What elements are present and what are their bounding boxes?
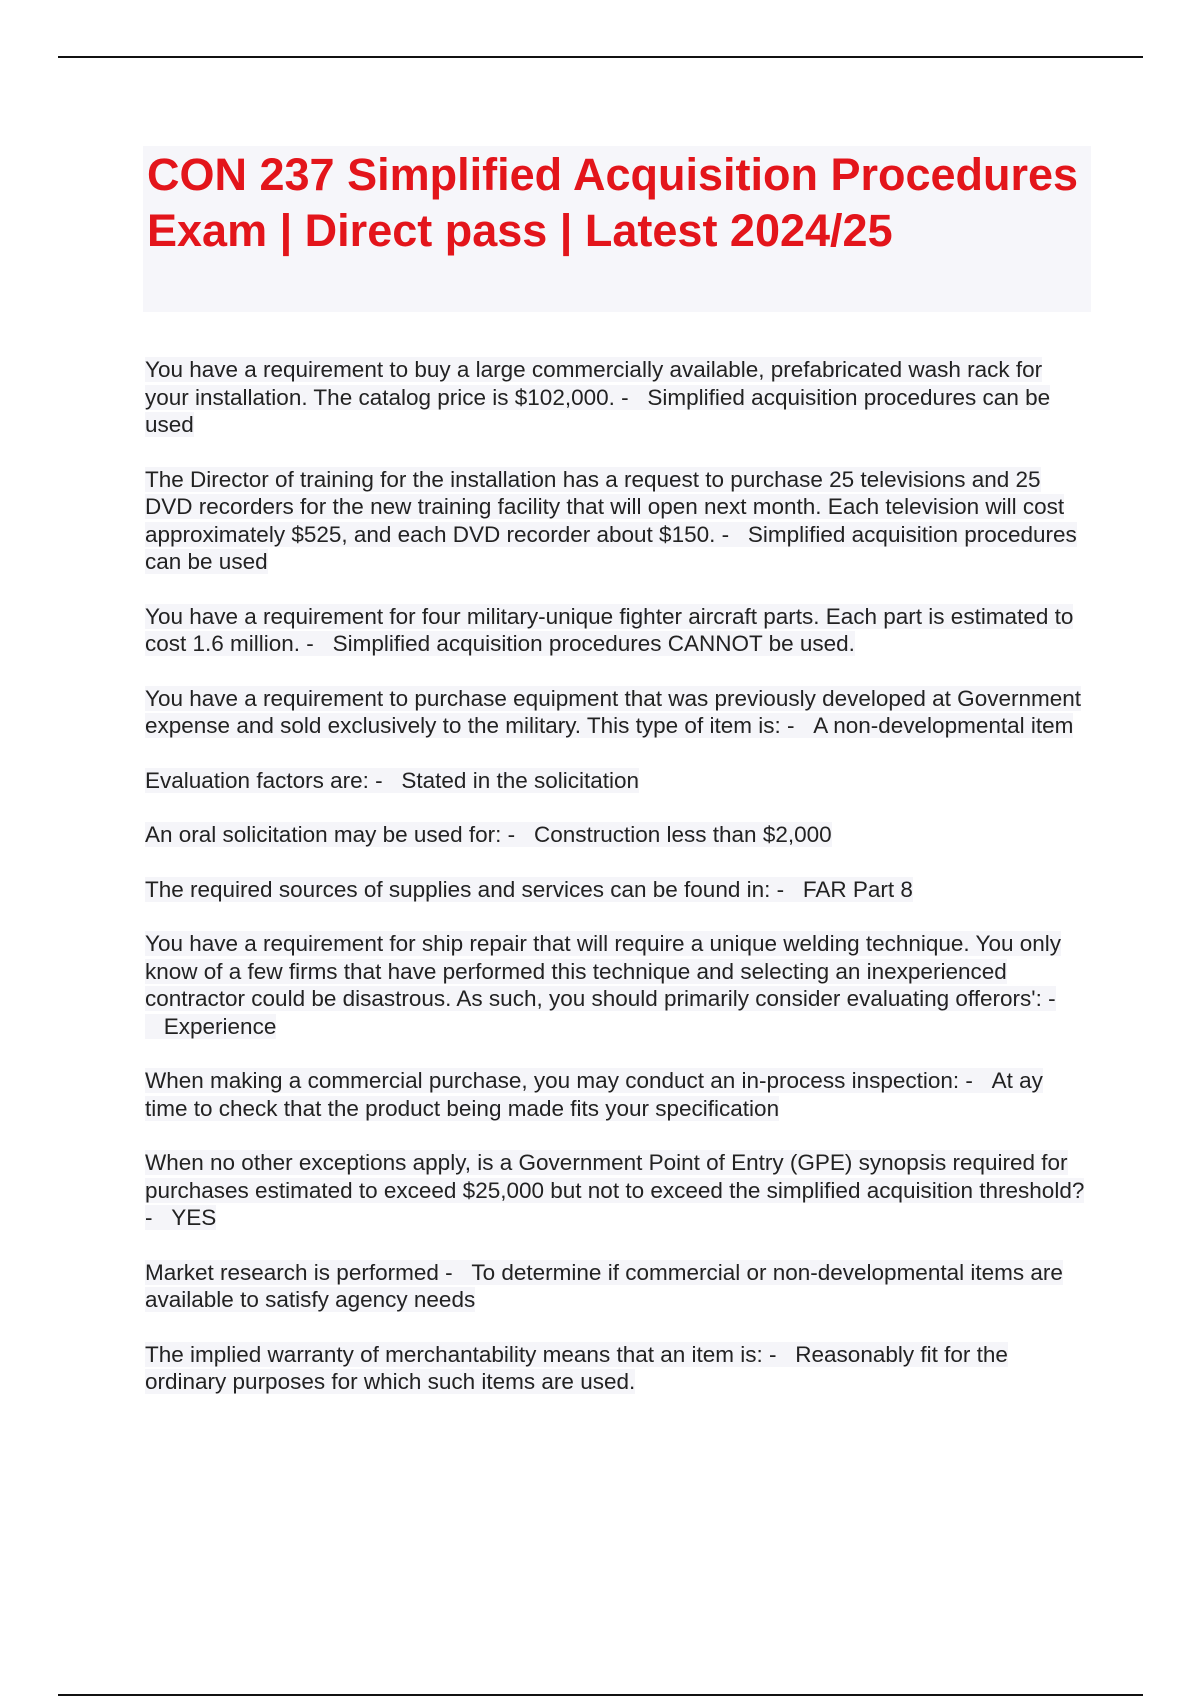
question-text: An oral solicitation may be used for: - — [145, 822, 516, 847]
answer-text: Construction less than $2,000 — [533, 822, 832, 847]
answer-text: Simplified acquisition procedures CANNOT be used. — [332, 631, 855, 656]
question-text: Market research is performed - — [145, 1259, 453, 1285]
qa-text — [145, 357, 1050, 437]
qa-text — [145, 604, 1073, 657]
qa-item — [145, 876, 1090, 904]
question-text: You have a requirement for ship repair that will require a unique welding technique. You only know of a few firms that have performed this technique and selecting an inexperienced contractor could be disastrous. As such, you should primarily consider evaluating offerors': - — [145, 931, 1062, 1011]
question-text: When making a commercial purchase, you may conduct an in-process inspection: - — [145, 1068, 973, 1093]
qa-item — [145, 685, 1090, 740]
qa-text — [145, 686, 1081, 739]
qa-item — [145, 821, 1090, 849]
bottom-divider — [58, 1694, 1143, 1696]
qa-text — [145, 1260, 1063, 1313]
qa-text — [145, 1150, 1084, 1230]
qa-text — [145, 822, 832, 847]
qa-item — [145, 1259, 1090, 1314]
qa-text — [145, 877, 913, 902]
question-text: Evaluation factors are: - — [145, 767, 383, 793]
answer-text: At ay time to check that the product being made fits your specification — [145, 1068, 1043, 1121]
qa-item — [145, 930, 1090, 1040]
answer-text: YES — [171, 1205, 217, 1230]
answer-text: Reasonably fit for the ordinary purposes for which such items are used. — [145, 1341, 1008, 1394]
answer-text: FAR Part 8 — [802, 876, 913, 902]
qa-item — [145, 1149, 1090, 1232]
question-text: The Director of training for the installation has a request to purchase 25 televisions and 25 DVD recorders for the new training facility that will open next month. Each television will cost approximately $525, and each DVD recorder about $150. - — [145, 466, 1065, 547]
qa-text — [145, 768, 639, 793]
answer-text: Stated in the solicitation — [401, 767, 640, 793]
answer-text: A non-developmental item — [813, 713, 1074, 738]
question-text: You have a requirement to purchase equipment that was previously developed at Government expense and sold exclusively to the military. This type of item is: - — [145, 685, 1081, 738]
title-block — [143, 146, 1091, 312]
question-answer-list — [145, 356, 1090, 1423]
answer-text: Experience — [163, 1013, 277, 1039]
question-text: When no other exceptions apply, is a Government Point of Entry (GPE) synopsis required for purchases estimated to exceed $25,000 but not to exceed the simplified acquisition threshold? - — [145, 1150, 1085, 1230]
question-text: You have a requirement for four military-unique fighter aircraft parts. Each part is estimated to cost 1.6 million. - — [145, 603, 1074, 656]
qa-text — [145, 467, 1077, 575]
qa-item — [145, 767, 1090, 795]
answer-text: To determine if commercial or non-developmental items are available to satisfy agency needs — [145, 1259, 1063, 1312]
question-text: You have a requirement to buy a large commercially available, prefabricated wash rack for your installation. The catalog price is $102,000. - — [145, 357, 1043, 410]
qa-item — [145, 1341, 1090, 1396]
qa-text — [145, 931, 1061, 1039]
document-title: CON 237 Simplified Acquisition Procedures Exam | Direct pass | Latest 2024/25 — [147, 149, 1079, 256]
qa-text — [145, 1068, 1043, 1121]
qa-text — [145, 1342, 1008, 1395]
qa-item — [145, 1067, 1090, 1122]
question-text: The implied warranty of merchantability means that an item is: - — [145, 1341, 777, 1367]
qa-item — [145, 603, 1090, 658]
top-divider — [58, 56, 1143, 58]
answer-text: Simplified acquisition procedures can be used — [145, 384, 1051, 437]
question-text: The required sources of supplies and services can be found in: - — [145, 876, 785, 902]
answer-text: Simplified acquisition procedures can be used — [145, 521, 1077, 574]
qa-item — [145, 356, 1090, 439]
qa-item — [145, 466, 1090, 576]
